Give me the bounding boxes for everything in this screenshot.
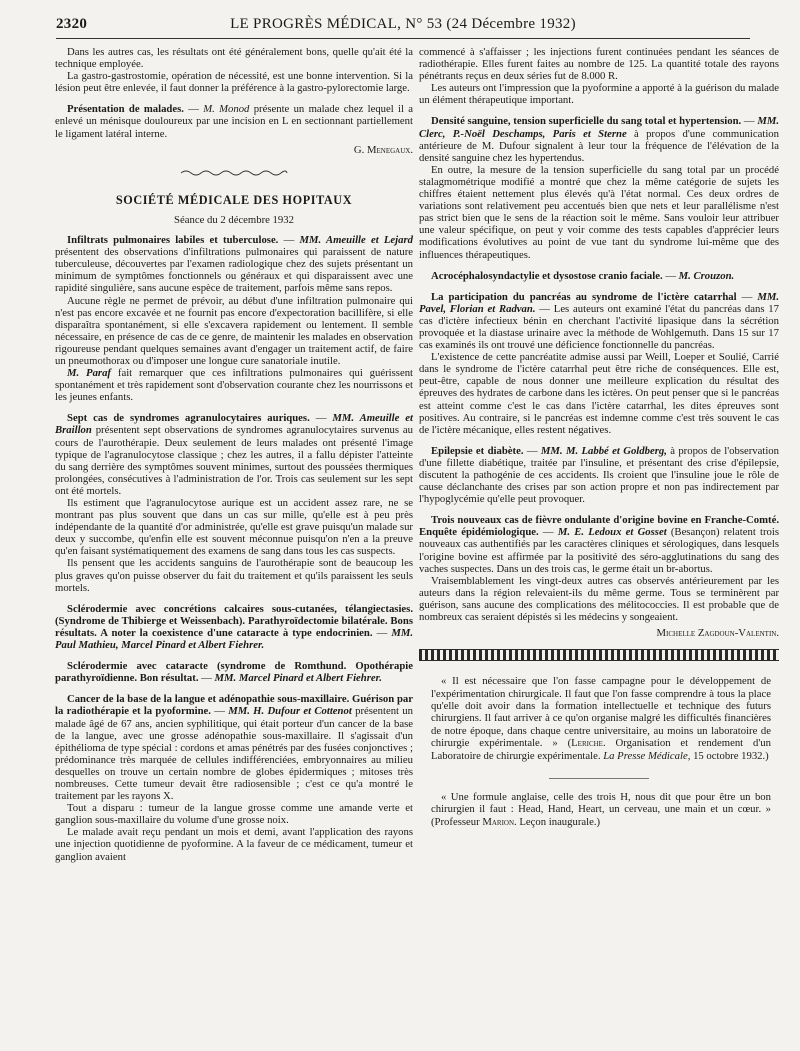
society-heading: SOCIÉTÉ MÉDICALE DES HOPITAUX — [115, 192, 353, 207]
left-column — [55, 46, 413, 863]
article-entry: Densité sanguine, tension superficielle du sang total et hypertension. — MM. Clerc, P.-Noël Deschamps, Paris et Sterne à propos d'une communication antérieure de M. Dufour signalent à leur tour la fréquence de l'élévation de la densité sanguine chez les hypertendus. — [419, 115, 780, 164]
article-entry: Cancer de la base de la langue et adénopathie sous-maxillaire. Guérison par la radiothérapie et la pyoformine. — MM. H. Dufour et Cottenot présentent un malade âgé de 67 ans, ancien syphilitique, qui était porteur d'un cancer de la base de la langue, avec une grosse adénopathie sous-maxillaire. Il s'agissait d'un épithélioma de type spécial : cordons et amas pénétrés par des fusées conjonctives ; prédominance très marquée de cellules indifférenciées, embryonnaires au milieu desquelles on trouve un certain nombre de globes épidermiques ; mitoses très nombreuses. Cette tumeur devait être radiosensible ; c'est ce qu'a montré le traitement par les rayons X. — [55, 693, 413, 803]
paragraph: Les auteurs ont l'impression que la pyoformine a apporté à la guérison du malade un élément thérapeutique important. — [419, 82, 779, 107]
signature: G. Menegaux. — [353, 143, 413, 156]
article-entry: Infiltrats pulmonaires labiles et tuberculose. — MM. Ameuille et Lejard présentent des observations d'infiltrations pulmonaires qui paraissent de nature tuberculeuse, découvertes par l'examen radiologique chez des sujets présentant un minimum de symptômes fonctionnels ou généraux et qui disparaissent avec une rapidité singulière, sans aucune espèce de traitement, parfois même sans repos. — [55, 234, 413, 295]
running-header — [56, 10, 750, 36]
paragraph: M. Paraf fait remarquer que ces infiltrations pulmonaires qui guérissent spontanément et très rapidement sont d'observation courante chez les nourrissons et les jeunes enfants. — [55, 367, 414, 404]
presentation-entry: Présentation de malades. — M. Monod présente un malade chez lequel il a enlevé un ménisque douloureux par une incision en L en sectionnant partiellement le ligament latéral interne. — [55, 103, 413, 140]
quote-separator — [549, 778, 649, 779]
paragraph: Aucune règle ne permet de prévoir, au début d'une infiltration pulmonaire qui n'est pas encore excavée et ne fournit pas encore d'expectoration bacillifère, si elle disparaîtra spontanément, si elle s'excavera rapidement ou lentement. Il semble nécessaire, en présence de cas de ce genre, de maintenir les malades en observation rigoureuse pendant quelques semaines avant d'engager un traitement actif, de faire un pneumothorax ou d'imposer une longue cure sanatoriale inutile. — [55, 294, 413, 367]
paragraph: Vraisemblablement les vingt-deux autres cas observés antérieurement par les auteurs dans la région relevaient-ils du même germe. Tous se terminèrent par guérison, sans aucune des complications des mélitococcies. Il est probable que de nombreux cas seraient dépistés si les médecins y songeaient. — [419, 574, 779, 624]
paragraph: commencé à s'affaisser ; les injections furent continuées pendant les séances de radiothérapie. Elles furent faites au nombre de 125. La quantité totale des rayons pénétrants reçus en deux séries fut de 8.000 R. — [419, 46, 779, 83]
article-entry: Sclérodermie avec concrétions calcaires sous-cutanées, télangiectasies. (Syndrome de Thibierge et Weissenbach). Parathyroïdectomie bilatérale. Bons résultats. A noter la coexistence d'une cataracte à type endocrinien. — MM. Paul Mathieu, Marcel Pinard et Albert Fiehrer. — [55, 602, 414, 652]
session-date: Séance du 2 décembre 1932 — [174, 213, 294, 226]
paragraph: La gastro-gastrostomie, opération de nécessité, est une bonne intervention. Si la lésion peut être enlevée, il faut donner la préférence à la gastro-pylorectomie large. — [55, 70, 413, 95]
paragraph: Le malade avait reçu pendant un mois et demi, avant l'application des rayons une injection quotidienne de pyoformine. A la faveur de ce médicament, tumeur et ganglion avaient — [55, 826, 413, 863]
article-entry: Sclérodermie avec cataracte (syndrome de Romthund. Opothérapie parathyroïdienne. Bon résultat. — MM. Marcel Pinard et Albert Fiehrer. — [55, 660, 413, 685]
paragraph: L'existence de cette pancréatite admise aussi par Weill, Loeper et Soulié, Carrié dans le syndrome de l'ictère catarrhal peut être riche de conséquences. Elle est, peut-être, capable de nous donner une meilleure explication du résultat des épreuves des hydrates de carbone dans les ictères. On peut penser que si le pancréas est atteint comme c'est le cas dans l'ictère catarrhal, les dites épreuves sont positives. Au contraire, si le pancréas est indemne comme c'est très souvent le cas de l'ictère mécanique, elles restent négatives. — [419, 351, 779, 436]
divider-ornament — [55, 168, 413, 180]
quotation-leriche: « Il est nécessaire que l'on fasse campagne pour le développement de l'expérimentation chirurgicale. Il faut que l'on fasse comprendre à tous la place qu'elle doit avoir dans la formation intellectuelle et technique des futurs chirurgiens. Il faut arriver à ce qu'on organise malgré les difficultés financières de notre époque, dans chaque centre universitaire, au moins un laboratoire de chirurgie expérimentale. » (Leriche. Organisation et rendement d'un Laboratoire de chirurgie expérimentale. La Presse Médicale, 15 octobre 1932.) — [431, 675, 771, 762]
article-entry: Epilepsie et diabète. — MM. M. Labbé et Goldberg, à propos de l'observation d'une fillette diabétique, traitée par l'insuline, et présentant des crise d'épilepsie, discutent la pathogénie de ces accidents. Ils croient que l'insuline joue le rôle de cause déclanchante des crises par son action propre et non pas indirectement par l'hypoglycémie qu'elle peut provoquer. — [419, 444, 779, 506]
paragraph: Tout a disparu : tumeur de la langue grosse comme une amande verte et ganglion sous-maxillaire du volume d'une grosse noix. — [55, 802, 413, 827]
quotation-marion: « Une formule anglaise, celle des trois H, nous dit que pour être un bon chirurgien il faut : Head, Hand, Heart, un cerveau, une main et un cœur. » (Professeur Marion. Leçon inaugurale.) — [431, 791, 771, 828]
paragraph: Dans les autres cas, les résultats ont été généralement bons, quelle qu'ait été la technique employée. — [55, 46, 413, 71]
article-entry: La participation du pancréas au syndrome de l'ictère catarrhal — MM. Pavel, Florian et Radvan. — Les auteurs ont examiné l'état du pancréas dans 17 cas d'ictère infectieux bénin en cherchant l'activité lipasique dans la sécrétion provoquée et la diastase urinaire avec la méthode de Wohlgemuth. Dans 15 sur 17 cas examinés ils ont trouvé une déficience fonctionnelle du pancréas. — [419, 290, 780, 352]
page-number: 2320 — [56, 16, 88, 32]
paragraph: Ils pensent que les accidents sanguins de l'aurothérapie sont de beaucoup les plus graves qu'on puisse observer du fait du traitement et qu'ils paraissent les seuls mortels. — [55, 557, 413, 594]
header-rule — [56, 38, 750, 39]
article-entry: Trois nouveaux cas de fièvre ondulante d'origine bovine en Franche-Comté. Enquête épidémiologique. — M. E. Ledoux et Gosset (Besançon) relatent trois nouveaux cas authentifiés par les caractères cliniques et sérologiques, dans lesquels l'origine bovine est affirmée par la positivité des séro-agglutinations du sang des vaches suspectes. Dans un des trois cas, le germe était un br-abortus. — [419, 514, 780, 575]
journal-title: LE PROGRÈS MÉDICAL, N° 53 (24 Décembre 1932) — [230, 16, 576, 32]
right-column — [419, 46, 779, 844]
ornamental-band — [419, 649, 779, 661]
article-entry: Sept cas de syndromes agranulocytaires auriques. — MM. Ameuille et Braillon présentent sept observations de syndromes agranulocytaires survenus au cours de l'aurothérapie. Deux seulement de leurs malades ont présenté l'image typique de l'agranulocytose classique ; chez les autres, il a fallu dépister l'atteinte du sang derrière des symptômes souvent minimes, surtout des poussées thermiques prolongées, consécutives à l'administration de l'or. Trois cas seulement sur les sept ont été mortels. — [55, 412, 413, 497]
paragraph: En outre, la mesure de la tension superficielle du sang total par un procédé stalagmométrique modifié a montré que chez la même catégorie de sujets les chiffres étaient nettement plus élevés qu'à l'état normal. Ces deux ordres de variations sont relativement peu accentués bien que nets et leur parallélisme n'est pas strict bien que le sens de la réaction soit le même. Sans vouloir leur attribuer une valeur spécifique, on peut y voir comme des tests capables d'apprécier leurs modifications évolutives au point de vue tant du syndrome lui-même que des influences thérapeutiques. — [419, 163, 779, 261]
signature: Michelle Zagdoun-Valentin. — [656, 627, 779, 640]
paragraph: Ils estiment que l'agranulocytose aurique est un accident assez rare, ne se montrant pas plus souvent que dans un cas sur mille, qu'elle est à peu près indépendante de la quantité d'or administrée, qu'elle est grave puisqu'un malade sur deux y succombe, qu'enfin elle est souvent méconnue puisqu'on n'en a la preuve qu'en faisant systématiquement des examens de sang dans tous les cas suspects. — [55, 497, 413, 558]
article-entry: Acrocéphalosyndactylie et dysostose cranio faciale. — M. Crouzon. — [431, 269, 735, 282]
